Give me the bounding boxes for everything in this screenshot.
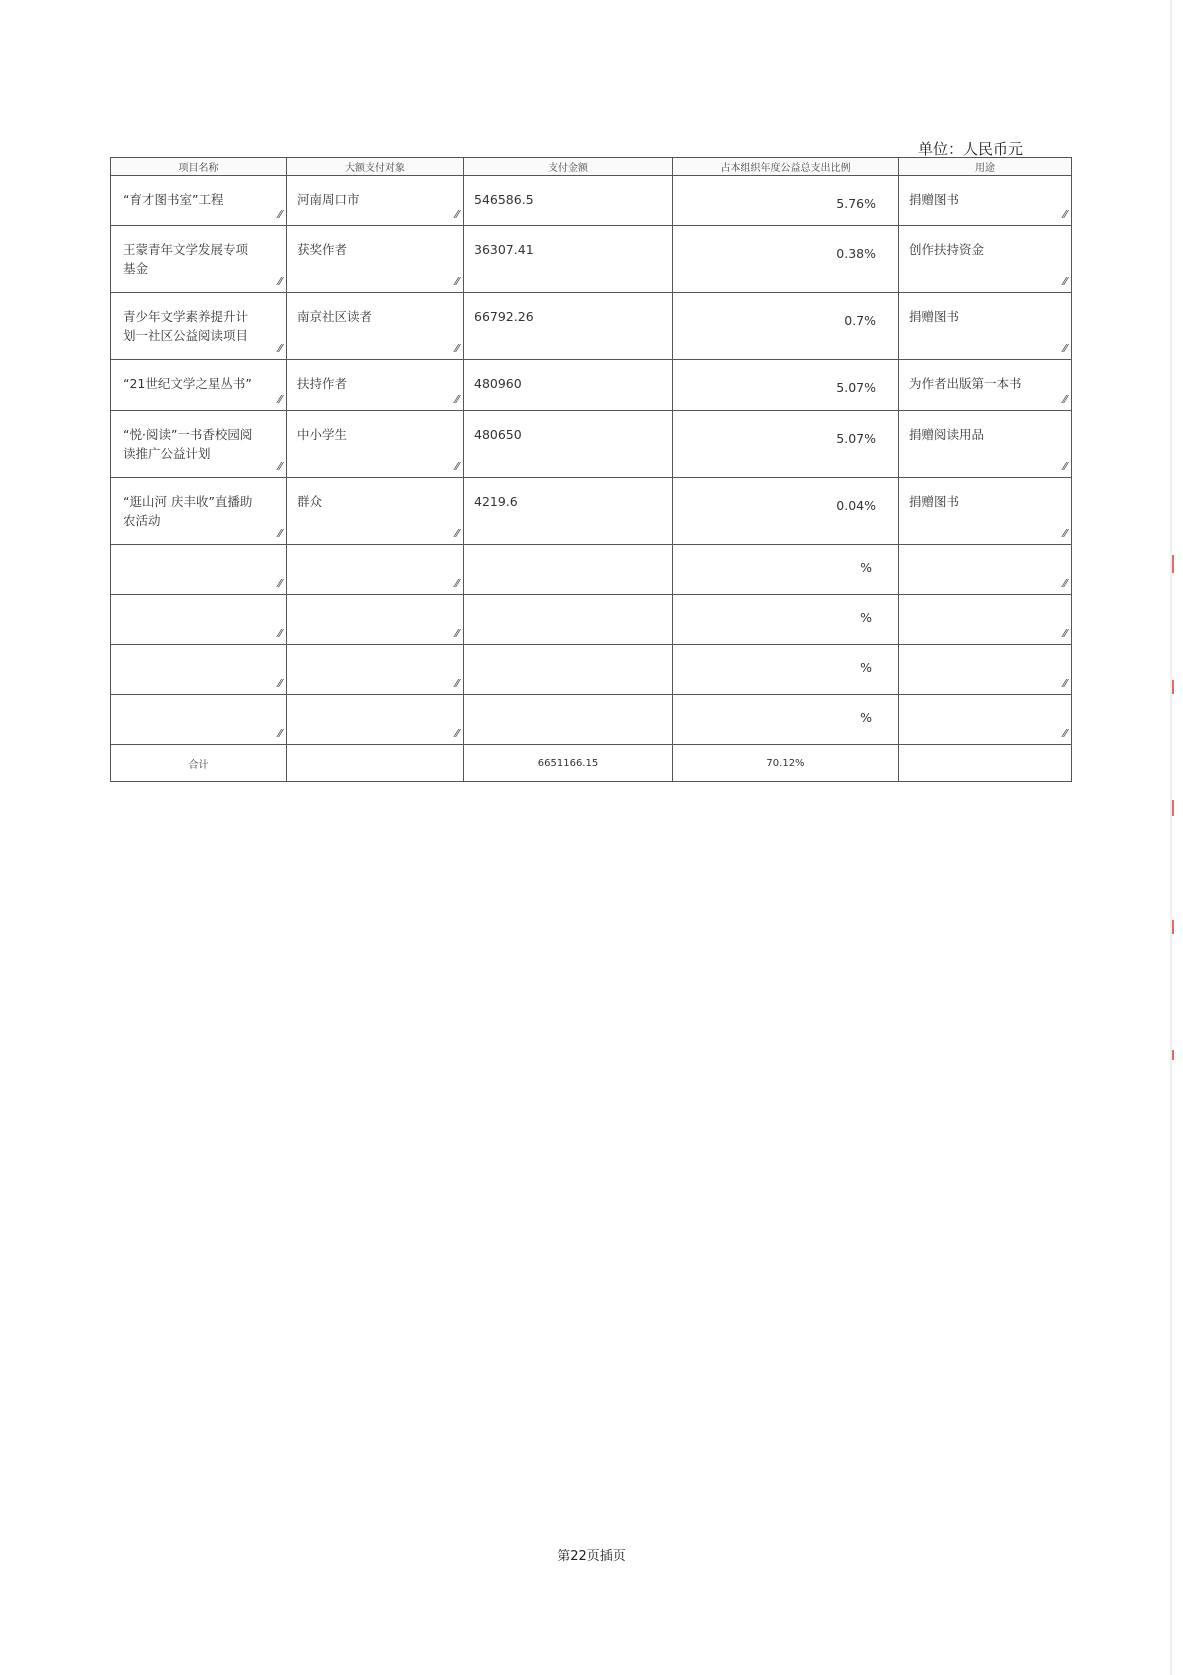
scan-edge (1170, 0, 1172, 1675)
resize-handle-icon[interactable]: ⁄⁄ (1063, 460, 1067, 473)
amount-value: 66792.26 (474, 309, 534, 324)
resize-handle-icon[interactable]: ⁄⁄ (1063, 727, 1067, 740)
usage-cell[interactable] (899, 478, 1072, 545)
resize-handle-icon[interactable]: ⁄⁄ (455, 527, 459, 540)
usage-value: 捐赠图书 (909, 309, 960, 324)
resize-handle-icon[interactable]: ⁄⁄ (278, 527, 282, 540)
resize-handle-icon[interactable]: ⁄⁄ (278, 342, 282, 355)
amount-value: 546586.5 (474, 192, 534, 207)
amount-cell[interactable] (464, 293, 673, 360)
usage-value: 捐赠图书 (909, 494, 960, 509)
table-row (111, 411, 1072, 478)
empty-row (111, 645, 1072, 695)
resize-handle-icon[interactable]: ⁄⁄ (455, 577, 459, 590)
scan-mark (1172, 1050, 1174, 1060)
usage-value: 为作者出版第一本书 (909, 376, 1022, 391)
ratio-value: 0.7% (844, 313, 876, 328)
resize-handle-icon[interactable]: ⁄⁄ (1063, 677, 1067, 690)
usage-value: 捐赠阅读用品 (909, 427, 985, 442)
payee-value: 河南周口市 (297, 192, 360, 207)
amount-cell[interactable] (464, 360, 673, 411)
project-cell[interactable] (111, 226, 287, 293)
table-row (111, 226, 1072, 293)
project-cell[interactable] (111, 595, 287, 645)
ratio-value: 0.04% (836, 498, 876, 513)
usage-cell[interactable] (899, 695, 1072, 745)
table-row (111, 176, 1072, 226)
payee-cell[interactable] (287, 293, 464, 360)
table-row (111, 360, 1072, 411)
ratio-cell[interactable] (673, 411, 899, 478)
payee-cell[interactable] (287, 645, 464, 695)
resize-handle-icon[interactable]: ⁄⁄ (455, 275, 459, 288)
usage-cell[interactable] (899, 176, 1072, 226)
resize-handle-icon[interactable]: ⁄⁄ (455, 460, 459, 473)
resize-handle-icon[interactable]: ⁄⁄ (455, 208, 459, 221)
resize-handle-icon[interactable]: ⁄⁄ (1063, 627, 1067, 640)
project-cell[interactable] (111, 176, 287, 226)
project-cell[interactable] (111, 545, 287, 595)
table-row (111, 478, 1072, 545)
payee-value: 获奖作者 (297, 242, 348, 257)
amount-cell[interactable] (464, 595, 673, 645)
ratio-value: 5.76% (836, 196, 876, 211)
total-usage-cell (899, 745, 1072, 782)
ratio-percent-sign: % (860, 560, 872, 575)
payee-value: 群众 (297, 494, 323, 509)
ratio-cell[interactable] (673, 360, 899, 411)
header-usage: 用途 (899, 158, 1072, 176)
project-name: “育才图书室”工程 (123, 192, 224, 207)
project-cell[interactable] (111, 293, 287, 360)
resize-handle-icon[interactable]: ⁄⁄ (1063, 527, 1067, 540)
amount-cell[interactable] (464, 545, 673, 595)
project-cell[interactable] (111, 645, 287, 695)
project-cell[interactable] (111, 411, 287, 478)
ratio-percent-sign: % (860, 710, 872, 725)
scan-mark (1172, 800, 1174, 816)
resize-handle-icon[interactable]: ⁄⁄ (278, 393, 282, 406)
project-name: “悦·阅读”一书香校园阅读推广公益计划 (123, 427, 253, 461)
payee-cell[interactable] (287, 595, 464, 645)
resize-handle-icon[interactable]: ⁄⁄ (455, 393, 459, 406)
project-name: “21世纪文学之星丛书” (123, 376, 252, 391)
amount-value: 480960 (474, 376, 522, 391)
payee-cell[interactable] (287, 411, 464, 478)
resize-handle-icon[interactable]: ⁄⁄ (1063, 342, 1067, 355)
unit-label: 单位：人民币元 (918, 140, 1024, 158)
amount-cell[interactable] (464, 695, 673, 745)
amount-value: 4219.6 (474, 494, 518, 509)
project-name: 王蒙青年文学发展专项基金 (123, 242, 249, 276)
ratio-percent-sign: % (860, 610, 872, 625)
total-amount: 6651166.15 (464, 745, 673, 782)
resize-handle-icon[interactable]: ⁄⁄ (1063, 275, 1067, 288)
total-payee-cell (287, 745, 464, 782)
ratio-value: 5.07% (836, 431, 876, 446)
payee-cell[interactable] (287, 176, 464, 226)
ratio-percent-sign: % (860, 660, 872, 675)
empty-row (111, 695, 1072, 745)
usage-value: 捐赠图书 (909, 192, 960, 207)
usage-cell[interactable] (899, 293, 1072, 360)
total-ratio: 70.12% (673, 745, 899, 782)
project-cell[interactable] (111, 360, 287, 411)
resize-handle-icon[interactable]: ⁄⁄ (455, 727, 459, 740)
payee-cell[interactable] (287, 545, 464, 595)
amount-cell[interactable] (464, 226, 673, 293)
resize-handle-icon[interactable]: ⁄⁄ (1063, 208, 1067, 221)
payee-value: 中小学生 (297, 427, 348, 442)
table-header-row (111, 158, 1072, 176)
resize-handle-icon[interactable]: ⁄⁄ (1063, 577, 1067, 590)
project-cell[interactable] (111, 695, 287, 745)
usage-cell[interactable] (899, 360, 1072, 411)
ratio-value: 5.07% (836, 380, 876, 395)
resize-handle-icon[interactable]: ⁄⁄ (278, 275, 282, 288)
usage-cell[interactable] (899, 545, 1072, 595)
amount-cell[interactable] (464, 645, 673, 695)
usage-cell[interactable] (899, 411, 1072, 478)
amount-cell[interactable] (464, 176, 673, 226)
payee-cell[interactable] (287, 226, 464, 293)
ratio-value: 0.38% (836, 246, 876, 261)
resize-handle-icon[interactable]: ⁄⁄ (278, 627, 282, 640)
header-payee: 大额支付对象 (287, 158, 464, 176)
ratio-cell[interactable] (673, 478, 899, 545)
resize-handle-icon[interactable]: ⁄⁄ (455, 342, 459, 355)
resize-handle-icon[interactable]: ⁄⁄ (278, 727, 282, 740)
ratio-cell[interactable] (673, 595, 899, 645)
resize-handle-icon[interactable]: ⁄⁄ (278, 677, 282, 690)
project-name: “逛山河 庆丰收”直播助农活动 (123, 494, 253, 528)
resize-handle-icon[interactable]: ⁄⁄ (455, 627, 459, 640)
ratio-cell[interactable] (673, 176, 899, 226)
payee-cell[interactable] (287, 478, 464, 545)
expense-table (110, 157, 1072, 782)
ratio-cell[interactable] (673, 545, 899, 595)
ratio-cell[interactable] (673, 645, 899, 695)
payee-value: 南京社区读者 (297, 309, 373, 324)
header-amount: 支付金额 (464, 158, 673, 176)
amount-value: 480650 (474, 427, 522, 442)
header-ratio: 占本组织年度公益总支出比例 (673, 158, 899, 176)
resize-handle-icon[interactable]: ⁄⁄ (278, 577, 282, 590)
usage-cell[interactable] (899, 645, 1072, 695)
resize-handle-icon[interactable]: ⁄⁄ (278, 208, 282, 221)
total-row (111, 745, 1072, 782)
empty-row (111, 545, 1072, 595)
ratio-cell[interactable] (673, 293, 899, 360)
amount-cell[interactable] (464, 411, 673, 478)
amount-cell[interactable] (464, 478, 673, 545)
resize-handle-icon[interactable]: ⁄⁄ (1063, 393, 1067, 406)
empty-row (111, 595, 1072, 645)
scan-mark (1172, 920, 1174, 934)
page-footer: 第22页插页 (557, 1549, 626, 1564)
ratio-cell[interactable] (673, 226, 899, 293)
scan-mark (1172, 555, 1174, 573)
scan-mark (1172, 680, 1174, 694)
amount-value: 36307.41 (474, 242, 534, 257)
resize-handle-icon[interactable]: ⁄⁄ (455, 677, 459, 690)
header-project: 项目名称 (111, 158, 287, 176)
usage-cell[interactable] (899, 226, 1072, 293)
payee-cell[interactable] (287, 360, 464, 411)
ratio-cell[interactable] (673, 695, 899, 745)
payee-cell[interactable] (287, 695, 464, 745)
usage-value: 创作扶持资金 (909, 242, 985, 257)
table-row (111, 293, 1072, 360)
payee-value: 扶持作者 (297, 376, 348, 391)
usage-cell[interactable] (899, 595, 1072, 645)
project-name: 青少年文学素养提升计划一社区公益阅读项目 (123, 309, 249, 343)
resize-handle-icon[interactable]: ⁄⁄ (278, 460, 282, 473)
total-label: 合计 (111, 745, 287, 782)
project-cell[interactable] (111, 478, 287, 545)
